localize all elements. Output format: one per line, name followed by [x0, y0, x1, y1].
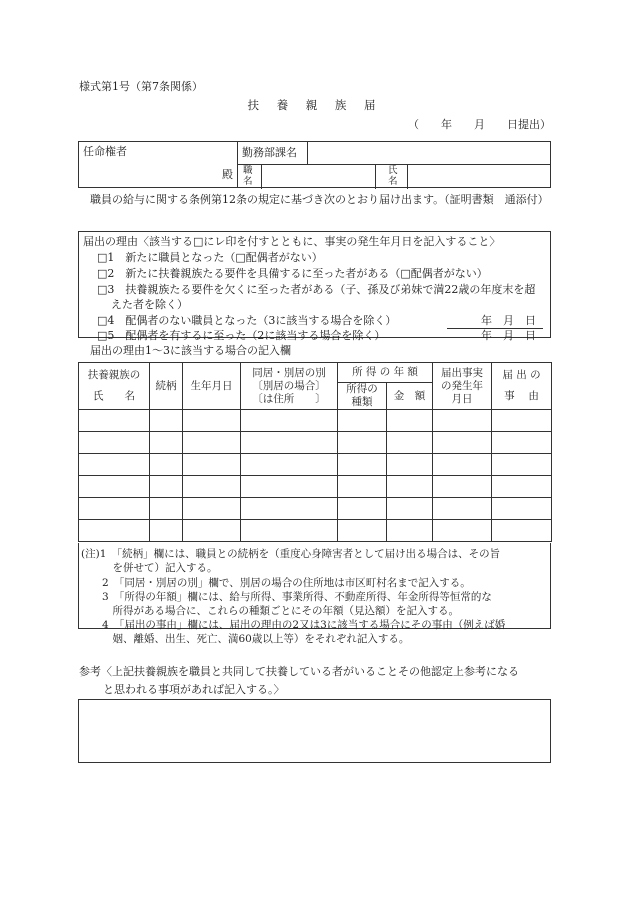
- reason-date-4[interactable]: 年 月 日: [481, 314, 536, 327]
- reason-item-4[interactable]: □4 配偶者のない職員となった（3に該当する場合を除く）: [97, 314, 397, 327]
- col-income: 所 得 の 年 額: [338, 363, 433, 383]
- col-relation: 続柄: [150, 363, 183, 410]
- form-number: 様式第1号（第7条関係）: [79, 80, 203, 93]
- dept-label: 勤務部課名: [242, 146, 297, 159]
- note-line-2: を併せて）記入する。: [81, 562, 218, 574]
- reason-item-1[interactable]: □1 新たに職員となった（□配偶者がない）: [97, 251, 323, 264]
- notes-box: [78, 543, 551, 645]
- note-line-4: 3 「所得の年額」欄には、給与所得、事業所得、不動産所得、年金所得等恒常的な: [81, 591, 492, 603]
- table-row: [79, 520, 552, 542]
- col-residence: 同居・別居の別 〔別居の場合〕 〔は住所 〕: [241, 363, 338, 410]
- reference-line-1: 参考〈上記扶養親族を職員と共同して扶養している者がいることその他認定上参考になる: [79, 665, 519, 678]
- reason-item-2[interactable]: □2 新たに扶養親族たる要件を具備するに至った者がある（□配偶者がない）: [97, 267, 488, 280]
- post-label-2: 名: [243, 176, 253, 187]
- note-line-3: 2 「同居・別居の別」欄で、別居の場合の住所地は市区町村名まで記入する。: [81, 577, 471, 589]
- name-label-1: 氏: [388, 165, 398, 176]
- header-box: [78, 141, 551, 188]
- reason-item-3-cont: えた者を除く）: [111, 298, 188, 311]
- reference-box[interactable]: [78, 699, 551, 763]
- table-row: [79, 498, 552, 520]
- submission-date: （ 年 月 日提出）: [408, 118, 551, 131]
- reason-date-5[interactable]: 年 月 日: [481, 329, 536, 342]
- col-reason: 届 出 の 事 由: [492, 363, 552, 410]
- reason-box: [78, 231, 551, 342]
- note-line-6: 4 「届出の事由」欄には、届出の理由の2又は3に該当する場合にその事由（例えば婚: [81, 619, 506, 631]
- document-title: 扶 養 親 族 届: [247, 98, 383, 112]
- dono-label: 殿: [222, 168, 233, 181]
- post-label-1: 職: [243, 165, 253, 176]
- reason-item-5[interactable]: □5 配偶者を有するに至った（2に該当する場合を除く）: [97, 329, 386, 342]
- note-line-5: 所得がある場合に、これらの種類ごとにその年額（見込額）を記入する。: [81, 605, 459, 617]
- col-fact-date: 届出事実 の発生年 月日: [433, 363, 492, 410]
- reason-item-3[interactable]: □3 扶養親族たる要件を欠くに至った者がある（子、孫及び弟妹で満22歳の年度末を超: [97, 283, 536, 296]
- table-row: [79, 432, 552, 454]
- col-name: 扶養親族の 氏 名: [79, 363, 150, 410]
- table-row: [79, 410, 552, 432]
- note-line-7: 姻、離婚、出生、死亡、満60歳以上等）をそれぞれ記入する。: [81, 633, 410, 645]
- appointer-label: 任命権者: [83, 145, 127, 158]
- table-row: [79, 454, 552, 476]
- reason-heading: 届出の理由〈該当する□にレ印を付すとともに、事実の発生年月日を記入すること〉: [83, 235, 501, 248]
- col-income-amount: 金 額: [387, 383, 433, 410]
- dependents-table: [78, 362, 552, 542]
- table-section-label: 届出の理由1～3に該当する場合の記入欄: [90, 344, 291, 357]
- col-income-type: 所得の 種類: [338, 383, 387, 410]
- col-birth: 生年月日: [183, 363, 241, 410]
- intro-text: 職員の給与に関する条例第12条の規定に基づき次のとおり届け出ます。（証明書類 通添付）: [90, 193, 549, 206]
- reference-line-2: と思われる事項があれば記入する。〉: [103, 683, 285, 696]
- table-row: [79, 476, 552, 498]
- name-label-2: 名: [388, 176, 398, 187]
- note-line-1: (注)1 「続柄」欄には、職員との続柄を（重度心身障害者として届け出る場合は、その旨: [81, 548, 501, 560]
